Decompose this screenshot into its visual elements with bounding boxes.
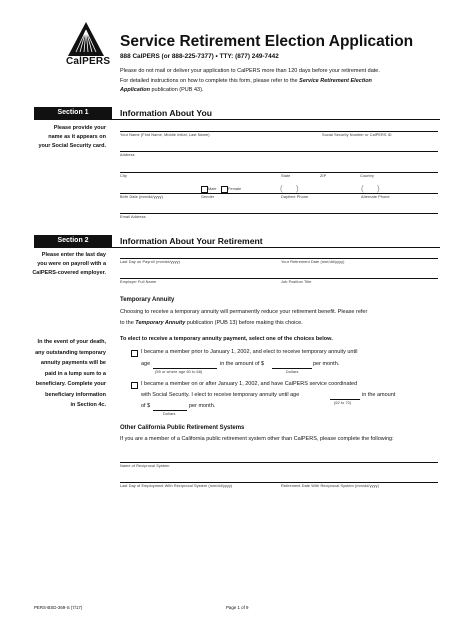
daytime-phone-label: Daytime Phone (281, 195, 309, 199)
birth-date-label: Birth Date (mm/dd/yyyy) (120, 195, 164, 199)
option-2-checkbox[interactable] (131, 382, 138, 389)
email-field-label: Email Address (120, 215, 146, 219)
male-checkbox[interactable] (201, 186, 208, 193)
address-field[interactable] (120, 151, 438, 152)
employer-name-label: Employer Full Name (120, 280, 157, 284)
address-field-label: Address (120, 153, 135, 157)
country-field-label: Country (360, 174, 374, 178)
state-field-label: State (281, 174, 291, 178)
retirement-date-label: Your Retirement Date (mm/dd/yyyy) (281, 260, 345, 264)
option-2-dollars-label: Dollars (163, 412, 176, 416)
reciprocal-system-label: Name of Reciprocal System (120, 464, 170, 468)
female-label: Female (228, 187, 242, 191)
option-1-dollars-label: Dollars (286, 370, 299, 374)
option-2-line-1: I became a member on or after January 1, 2002, and have CalPERS service coordinated (141, 381, 358, 387)
option-2-age-hint: (62 to 70) (334, 401, 352, 405)
alt-phone-parens: ( ) (361, 184, 380, 193)
option-2-age-input[interactable] (330, 399, 360, 400)
option-1-amount-input[interactable] (272, 368, 312, 369)
section-2-rule (34, 247, 440, 248)
section-2-heading: Information About Your Retirement (120, 236, 263, 246)
email-field[interactable] (120, 213, 438, 214)
reciprocal-dates-field[interactable] (120, 482, 438, 483)
option-2-amount-text: in the amount (362, 392, 396, 398)
temporary-annuity-body-1: Choosing to receive a temporary annuity will permanently reduce your retirement benefit. Please refer (120, 309, 368, 315)
name-field-label: Your Name (First Name, Middle Initial, Last Name) (120, 133, 210, 137)
birth-gender-phone-field[interactable] (120, 193, 438, 194)
alternate-phone-label: Alternate Phone (361, 195, 390, 199)
section-1-heading: Information About You (120, 108, 212, 118)
reciprocal-retirement-date-label: Retirement Date With Reciprocal System (mm/dd/yyyy) (281, 484, 379, 488)
option-1-line-1: I became a member prior to January 1, 2002, and elect to receive temporary annuity until (141, 349, 358, 355)
option-1-per-month: per month. (313, 361, 340, 367)
reciprocal-system-field[interactable] (120, 462, 438, 463)
option-2-line-2: with Social Security. I elect to receive temporary annuity until age (141, 392, 300, 398)
section-2-label: Section 2 (34, 235, 112, 247)
ssn-field-label: Social Security Number or CalPERS ID (322, 133, 392, 137)
female-checkbox[interactable] (221, 186, 228, 193)
intro-line-3: Application publication (PUB 43). (120, 87, 204, 93)
zip-field-label: ZIP (320, 174, 327, 178)
day-phone-parens: ( ) (280, 184, 299, 193)
last-day-payroll-label: Last Day on Payroll (mm/dd/yyyy) (120, 260, 180, 264)
payroll-retirement-date-field[interactable] (120, 258, 438, 259)
gender-label: Gender (201, 195, 215, 199)
other-systems-body: If you are a member of a California public retirement system other than CalPERS, please complete the following: (120, 436, 394, 442)
employer-job-field[interactable] (120, 278, 438, 279)
option-1-age-hint: (55 or where age 60 to 68) (155, 370, 203, 374)
section-1-rule (34, 119, 440, 120)
section-2-side-note: Please enter the last day you were on payroll with a CalPERS-covered employer. (32, 252, 106, 276)
option-1-amount-text: in the amount of $ (220, 361, 265, 367)
section-1-label: Section 1 (34, 107, 112, 119)
city-field-label: City (120, 174, 127, 178)
temporary-annuity-heading: Temporary Annuity (120, 297, 175, 303)
option-1-checkbox[interactable] (131, 350, 138, 357)
form-id: PERS-BSD-369-S (7/17) (34, 605, 83, 610)
intro-line-2: For detailed instructions on how to complete this form, please refer to the Service Retirement Election (120, 78, 372, 84)
name-field[interactable] (120, 131, 438, 132)
phone-line: 888 CalPERS (or 888-225-7377) • TTY: (877) 249-7442 (120, 53, 279, 60)
option-1-age-text: age (141, 361, 151, 367)
other-systems-heading: Other California Public Retirement Systems (120, 425, 245, 431)
logo-text: CalPERS (66, 56, 111, 67)
option-1-age-input[interactable] (153, 368, 217, 369)
temporary-annuity-body-2: to the Temporary Annuity publication (PUB 13) before making this choice. (120, 320, 303, 326)
temporary-annuity-select: To elect to receive a temporary annuity payment, select one of the choices below. (120, 336, 333, 342)
reciprocal-last-day-label: Last Day of Employment With Reciprocal System (mm/dd/yyyy) (120, 484, 233, 488)
city-state-zip-field[interactable] (120, 172, 438, 173)
death-side-note: In the event of your death, any outstanding temporary annuity payments will be paid in a lump sum to a beneficiary. Complete your beneficiary information in Section 4c. (35, 339, 106, 408)
option-2-per-month: per month. (189, 403, 216, 409)
page-number: Page 1 of 9 (226, 605, 249, 610)
section-1-side-note: Please provide your name as it appears on your Social Security card. (38, 125, 106, 149)
job-title-label: Job Position Title (281, 280, 312, 284)
intro-line-1: Please do not mail or deliver your application to CalPERS more than 120 days before your retirement date. (120, 68, 380, 74)
page-title: Service Retirement Election Application (120, 33, 414, 50)
option-2-amount-input[interactable] (153, 410, 187, 411)
option-2-of-dollar: of $ (141, 403, 151, 409)
male-label: Male (208, 187, 217, 191)
